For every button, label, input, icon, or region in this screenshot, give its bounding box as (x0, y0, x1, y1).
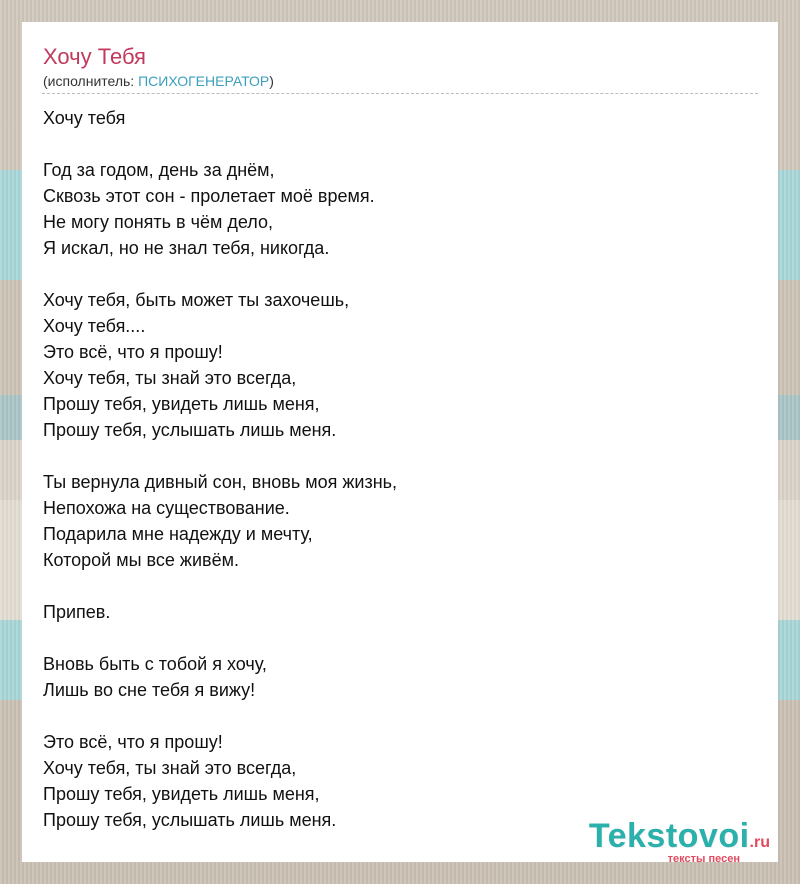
lyrics-card (22, 22, 778, 862)
song-title: Хочу Тебя (43, 44, 146, 69)
logo-tld: .ru (749, 834, 770, 851)
artist-line (43, 73, 274, 89)
lyrics-text: Хочу тебя Год за годом, день за днём, Сквозь этот сон - пролетает моё время. Не могу понять в чём дело, Я искал, но не знал тебя, никогда. Хочу тебя, быть может ты захочешь, Хочу тебя.... Это всё, что я прошу! Хочу тебя, ты знай это всегда, Прошу тебя, увидеть лишь меня, Прошу тебя, услышать лишь меня. Ты вернула дивный сон, вновь моя жизнь, Непохожа на существование. Подарила мне надежду и мечту, Которой мы все живём. Припев. Вновь быть с тобой я хочу, Лишь во сне тебя я вижу! Это всё, что я прошу! Хочу тебя, ты знай это всегда, Прошу тебя, увидеть лишь меня, Прошу тебя, услышать лишь меня. (43, 108, 398, 830)
logo-tagline: тексты песен (667, 853, 740, 865)
divider (42, 93, 758, 94)
artist-prefix: (исполнитель: (43, 73, 139, 89)
artist-link[interactable]: ПСИХОГЕНЕРАТОР (138, 73, 270, 89)
site-logo[interactable] (588, 817, 770, 865)
artist-suffix: ) (269, 73, 274, 89)
logo-main-text: Tekstovoi (588, 817, 750, 855)
